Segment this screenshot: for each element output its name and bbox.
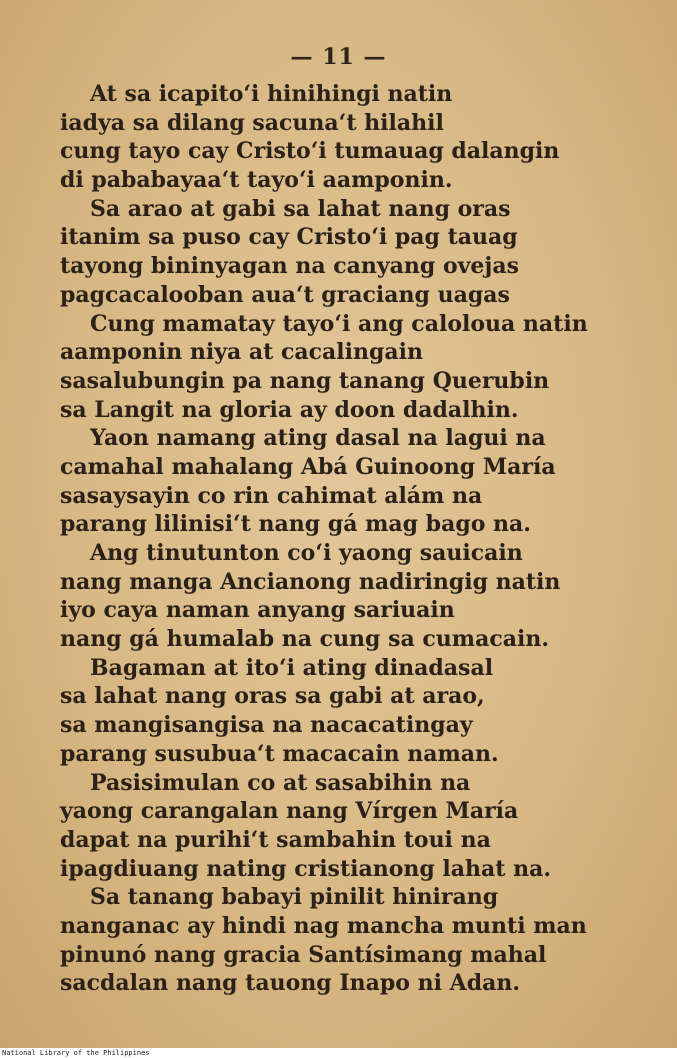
verse-line: iadya sa dilang sacuna‘t hilahil [60, 109, 444, 136]
verse-line: camahal mahalang Abá Guinoong María [60, 453, 556, 480]
verse-line: nang gá humalab na cung sa cumacain. [60, 626, 549, 653]
verse-line: pinunó nang gracia Santísimang mahal [60, 941, 547, 968]
verse-line: sa lahat nang oras sa gabi at arao, [60, 683, 485, 710]
verse-line: cung tayo cay Cristo‘i tumauag dalangin [60, 138, 560, 165]
verse-line: dapat na purihi‘t sambahin toui na [60, 826, 491, 853]
stanza [60, 80, 660, 195]
verse-line: yaong carangalan nang Vírgen María [60, 798, 519, 825]
stanza [60, 195, 660, 310]
verse-line: iyo caya naman anyang sariuain [60, 597, 455, 624]
verse-line: parang susubua‘t macacain naman. [60, 740, 499, 767]
verse-line: Bagaman at ito‘i ating dinadasal [90, 654, 494, 681]
verse-line: sa mangisangisa na nacacatingay [60, 712, 473, 739]
library-attribution: National Library of the Philippines [2, 1049, 150, 1057]
verse-line: tayong bininyagan na canyang ovejas [60, 253, 520, 280]
verse-line: At sa icapito‘i hinihingi natin [90, 81, 453, 107]
verse-line: sasalubungin pa nang tanang Querubin [60, 367, 550, 394]
verse-line: sasaysayin co rin cahimat alám na [60, 482, 483, 509]
verse-line: nanganac ay hindi nag mancha munti man [60, 912, 587, 939]
verse-line: Pasisimulan co at sasabihin na [90, 769, 471, 796]
verse-line: ipagdiuang nating cristianong lahat na. [60, 855, 552, 882]
page-number: — 11 — [290, 44, 387, 70]
stanza [60, 424, 660, 539]
verse-line: Yaon namang ating dasal na lagui na [90, 425, 546, 452]
stanza [60, 654, 660, 769]
stanza [60, 310, 660, 425]
verse-line: nang manga Ancianong nadiringig natin [60, 568, 561, 595]
stanza [60, 883, 660, 998]
verse-line: Cung mamatay tayo‘i ang caloloua natin [90, 310, 588, 337]
verse-line: parang lilinisi‘t nang gá mag bago na. [60, 511, 531, 538]
verse-line: pagcacalooban aua‘t graciang uagas [60, 281, 510, 308]
verse-line: itanim sa puso cay Cristo‘i pag tauag [60, 224, 518, 251]
stanza [60, 769, 660, 884]
verse-line: sacdalan nang tauong Inapo ni Adan. [60, 970, 520, 997]
verse-line: Sa arao at gabi sa lahat nang oras [90, 195, 511, 222]
verse-line: Sa tanang babayi pinilit hinirang [90, 884, 499, 911]
poem-body [60, 80, 660, 998]
verse-line: sa Langit na gloria ay doon dadalhin. [60, 396, 519, 423]
verse-line: di pababayaa‘t tayo‘i aamponin. [60, 167, 453, 194]
verse-line: aamponin niya at cacalingain [60, 339, 423, 366]
verse-line: Ang tinutunton co‘i yaong sauicain [90, 540, 523, 566]
stanza [60, 539, 660, 654]
